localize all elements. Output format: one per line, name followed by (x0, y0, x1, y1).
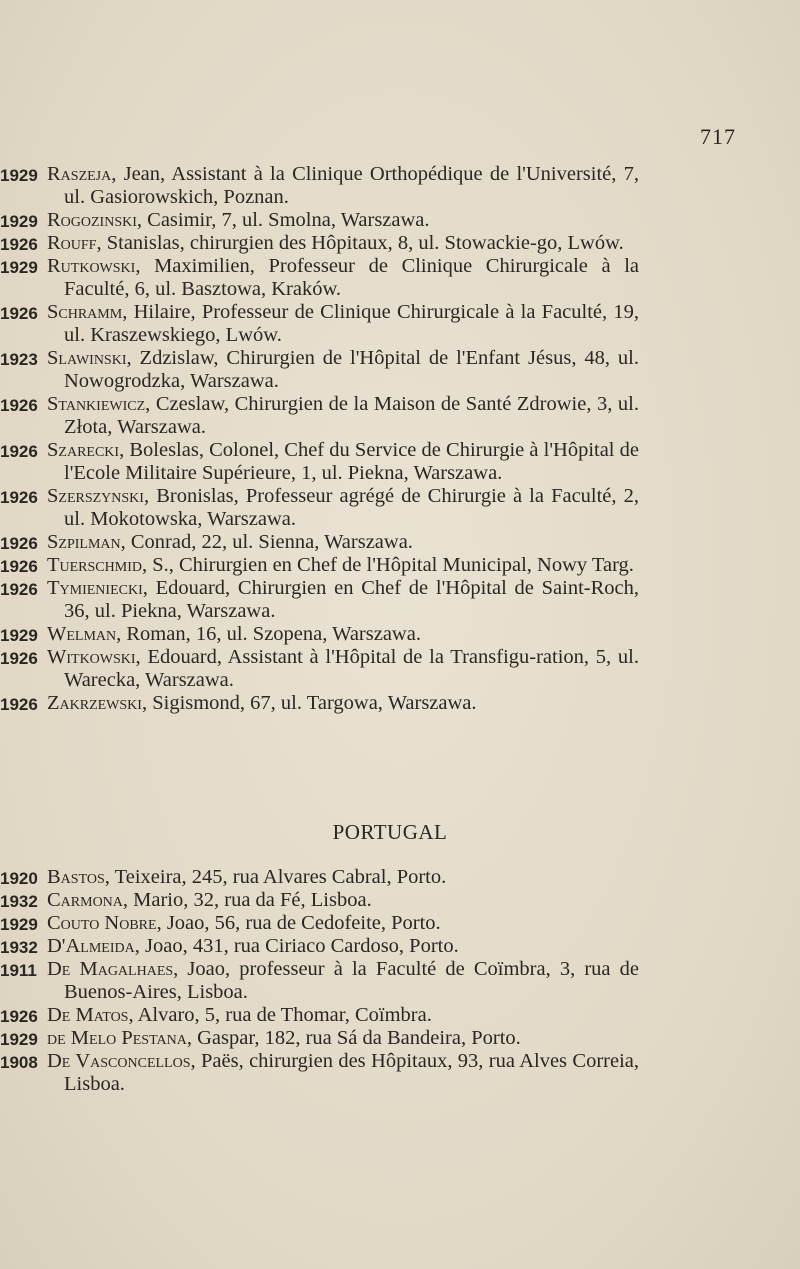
member-details: Boleslas, Colonel, Chef du Service de Chirurgie à l'Hôpital de l'Ecole Militaire Supérieure, 1, ul. Piekna, Warszawa. (64, 439, 640, 484)
list-item (0, 935, 800, 958)
member-details: Stanislas, chirurgien des Hôpitaux, 8, ul. Stowackie-go, Lwów. (106, 232, 624, 254)
member-year: 1929 (0, 166, 38, 185)
member-year: 1929 (0, 626, 38, 645)
member-details: Mario, 32, rua da Fé, Lisboa. (133, 889, 372, 911)
member-name: Rogozinski, (47, 209, 143, 231)
member-details: Teixeira, 245, rua Alvares Cabral, Porto. (114, 866, 447, 888)
list-item (0, 912, 800, 935)
member-details: Roman, 16, ul. Szopena, Warszawa. (126, 623, 421, 645)
member-year: 1926 (0, 442, 38, 461)
member-year: 1926 (0, 580, 38, 599)
list-item (0, 1050, 800, 1096)
member-details: Zdzislaw, Chirurgien de l'Hôpital de l'Enfant Jésus, 48, ul. Nowogrodzka, Warszawa. (64, 347, 639, 392)
list-item (0, 866, 800, 889)
list-item (0, 623, 800, 646)
member-name: Zakrzewski, (47, 692, 148, 714)
member-details: Alvaro, 5, rua de Thomar, Coïmbra. (137, 1004, 432, 1026)
member-name: Szerszynski, (47, 485, 150, 507)
member-details: Joao, 56, rua de Cedofeite, Porto. (166, 912, 441, 934)
member-name: Witkowski, (47, 646, 141, 668)
member-details: Sigismond, 67, ul. Targowa, Warszawa. (152, 692, 477, 714)
list-item (0, 577, 800, 623)
member-details: Conrad, 22, ul. Sienna, Warszawa. (130, 531, 413, 553)
member-name: Tymieniecki, (47, 577, 148, 599)
list-item (0, 209, 800, 232)
member-name: Welman, (47, 623, 122, 645)
member-name: De Magalhaes, (47, 958, 179, 980)
list-item (0, 485, 800, 531)
member-name: Couto Nobre, (47, 912, 162, 934)
list-item (0, 232, 800, 255)
member-details: Jean, Assistant à la Clinique Orthopédique de l'Université, 7, ul. Gasiorowskich, Poznan. (64, 163, 640, 208)
member-year: 1926 (0, 695, 38, 714)
member-year: 1929 (0, 212, 38, 231)
poland-list (0, 163, 800, 715)
member-name: Carmona, (47, 889, 129, 911)
member-details: Gaspar, 182, rua Sá da Bandeira, Porto. (197, 1027, 521, 1049)
member-year: 1926 (0, 557, 38, 576)
member-year: 1926 (0, 488, 38, 507)
member-year: 1926 (0, 396, 38, 415)
member-details: Maximilien, Professeur de Clinique Chirurgicale à la Faculté, 6, ul. Basztowa, Kraków. (64, 255, 639, 300)
member-name: Tuerschmid, (47, 554, 148, 576)
member-year: 1911 (0, 961, 37, 980)
list-item (0, 1027, 800, 1050)
member-year: 1926 (0, 235, 38, 254)
member-name: Bastos, (47, 866, 110, 888)
member-details: Bronislas, Professeur agrégé de Chirurgie à la Faculté, 2, ul. Mokotowska, Warszawa. (64, 485, 640, 530)
list-item (0, 347, 800, 393)
member-name: Szpilman, (47, 531, 126, 553)
member-year: 1920 (0, 869, 38, 888)
member-year: 1926 (0, 534, 38, 553)
member-details: Paës, chirurgien des Hôpitaux, 93, rua Alves Correia, Lisboa. (64, 1050, 640, 1095)
member-name: Rutkowski, (47, 255, 141, 277)
member-details: Czeslaw, Chirurgien de la Maison de Santé Zdrowie, 3, ul. Złota, Warszawa. (64, 393, 639, 438)
member-details: Hilaire, Professeur de Clinique Chirurgicale à la Faculté, 19, ul. Kraszewskiego, Lwów. (64, 301, 640, 346)
list-item (0, 646, 800, 692)
page-number: 717 (700, 124, 736, 149)
member-details: Edouard, Assistant à l'Hôpital de la Transfigu-ration, 5, ul. Warecka, Warszawa. (64, 646, 639, 691)
list-item (0, 255, 800, 301)
member-details: S., Chirurgien en Chef de l'Hôpital Municipal, Nowy Targ. (152, 554, 634, 576)
portugal-list (0, 866, 800, 1096)
member-details: Joao, 431, rua Ciriaco Cardoso, Porto. (145, 935, 459, 957)
member-year: 1926 (0, 304, 38, 323)
member-name: Szarecki, (47, 439, 125, 461)
member-year: 1929 (0, 915, 38, 934)
member-name: Stankiewicz, (47, 393, 151, 415)
member-name: Schramm, (47, 301, 128, 323)
member-details: Casimir, 7, ul. Smolna, Warszawa. (147, 209, 430, 231)
list-item (0, 163, 800, 209)
member-year: 1908 (0, 1053, 38, 1072)
section-heading: PORTUGAL (332, 820, 448, 844)
member-name: Raszeja, (47, 163, 117, 185)
list-item (0, 531, 800, 554)
member-name: D'Almeida, (47, 935, 140, 957)
list-item (0, 889, 800, 912)
list-item (0, 393, 800, 439)
member-year: 1929 (0, 1030, 38, 1049)
list-item (0, 301, 800, 347)
member-year: 1923 (0, 350, 38, 369)
list-item (0, 692, 800, 715)
member-details: Joao, professeur à la Faculté de Coïmbra, 3, rua de Buenos-Aires, Lisboa. (64, 958, 640, 1003)
member-year: 1932 (0, 892, 38, 911)
member-name: De Matos, (47, 1004, 134, 1026)
member-name: Rouff, (47, 232, 102, 254)
list-item (0, 958, 800, 1004)
member-year: 1932 (0, 938, 38, 957)
list-item (0, 554, 800, 577)
member-year: 1929 (0, 258, 38, 277)
list-item (0, 439, 800, 485)
member-year: 1926 (0, 1007, 38, 1026)
member-details: Edouard, Chirurgien en Chef de l'Hôpital de Saint-Roch, 36, ul. Piekna, Warszawa. (64, 577, 639, 622)
member-name: Slawinski, (47, 347, 132, 369)
member-year: 1926 (0, 649, 38, 668)
member-name: de Melo Pestana, (47, 1027, 192, 1049)
list-item (0, 1004, 800, 1027)
member-name: De Vasconcellos, (47, 1050, 196, 1072)
